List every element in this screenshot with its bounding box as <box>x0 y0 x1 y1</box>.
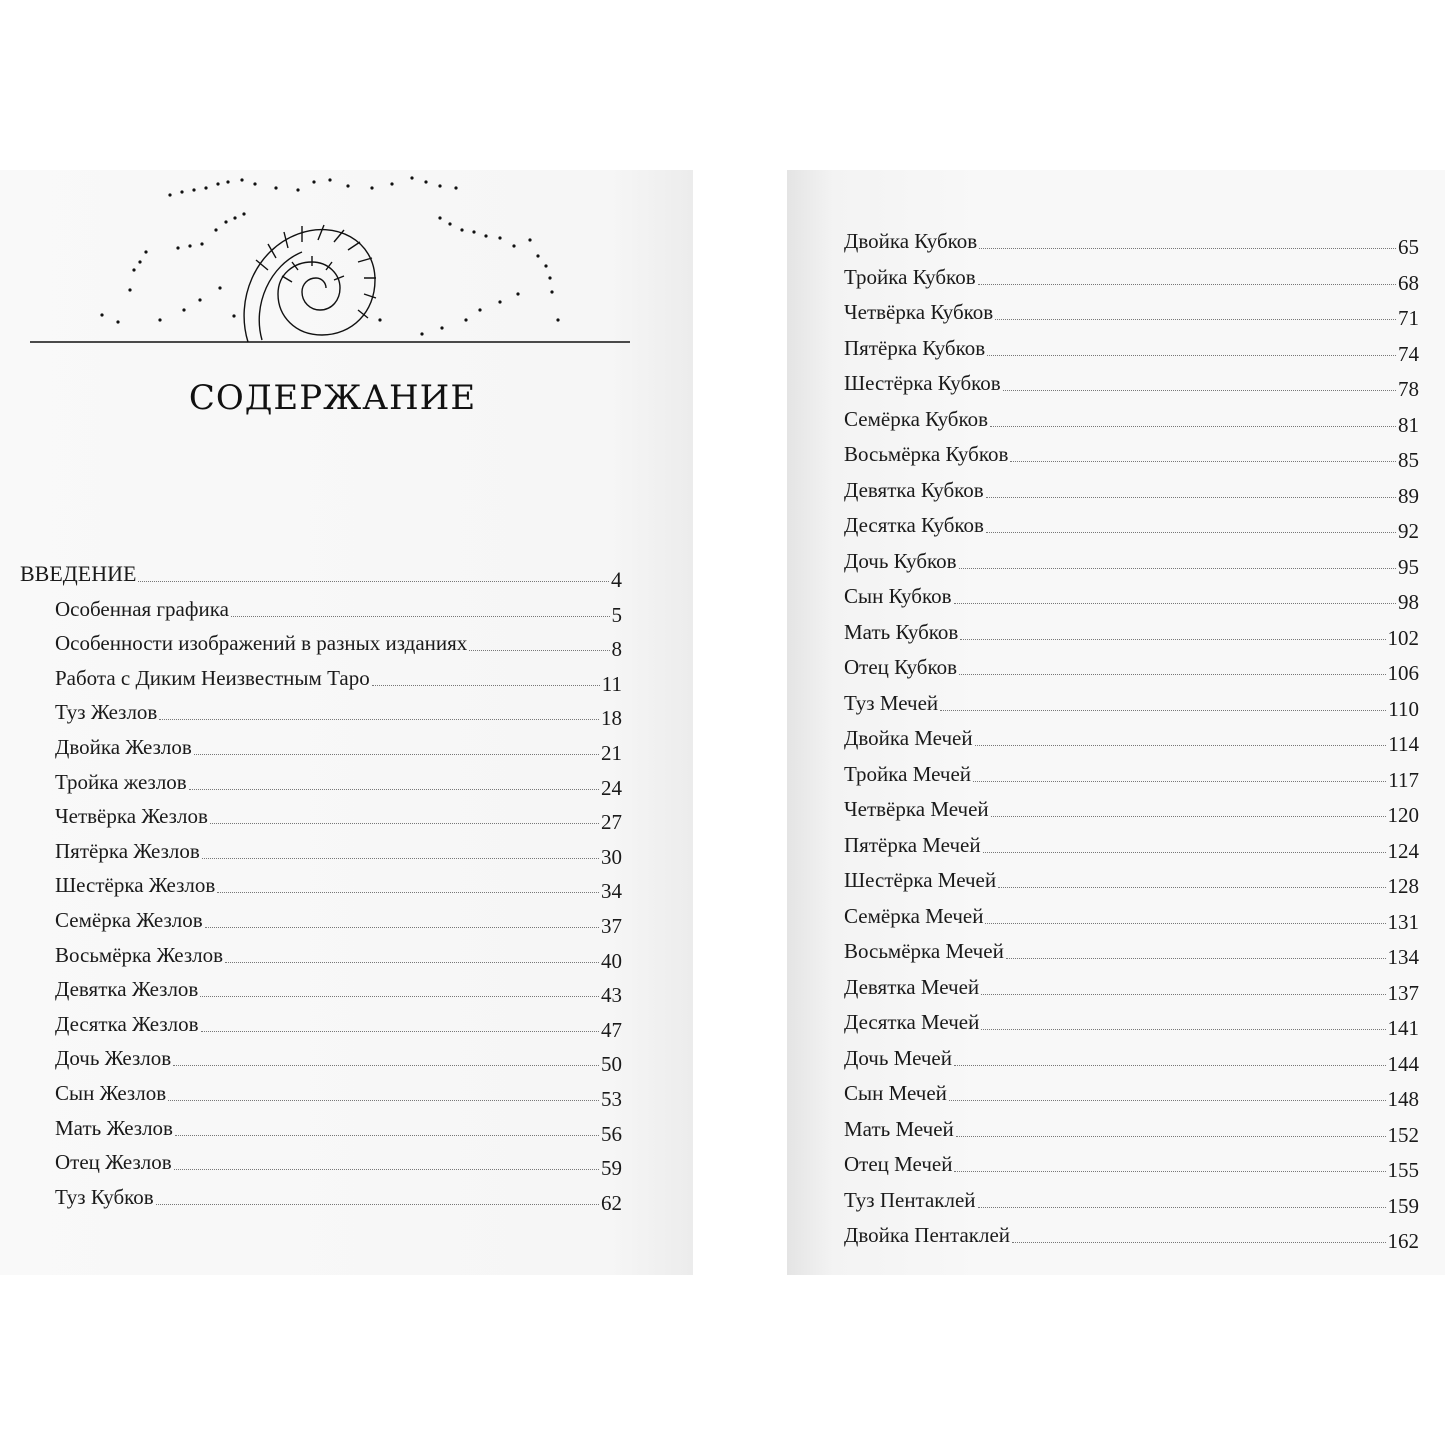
dot-leader <box>995 319 1396 320</box>
toc-entry <box>844 684 1419 721</box>
toc-entry-title: ВВЕДЕНИЕ <box>20 561 137 586</box>
toc-entry-title: Шестёрка Жезлов <box>55 873 216 898</box>
toc-entry-page: 62 <box>601 1190 622 1215</box>
toc-entry-page: 30 <box>601 844 622 869</box>
toc-entry-title: Девятка Мечей <box>844 974 980 999</box>
dot-leader <box>1012 1242 1385 1243</box>
toc-entry-page: 141 <box>1387 1016 1419 1040</box>
toc-entry <box>844 932 1419 969</box>
toc-entry-title: Мать Кубков <box>844 619 959 644</box>
toc-entry-title: Восьмёрка Мечей <box>844 939 1004 963</box>
toc-entry-title: Дочь Кубков <box>844 548 957 573</box>
toc-entry-title: Тройка жезлов <box>55 769 187 794</box>
toc-entry-title: Сын Кубков <box>844 584 952 608</box>
toc-entry-title: Десятка Мечей <box>844 1010 980 1034</box>
toc-entry <box>55 1005 622 1042</box>
dot-leader <box>954 603 1397 604</box>
toc-entry-title: Десятка Кубков <box>844 513 984 537</box>
dot-leader <box>991 816 1386 817</box>
dot-leader <box>978 1207 1386 1208</box>
toc-entry <box>844 755 1419 792</box>
toc-entry-title: Двойка Жезлов <box>55 735 192 759</box>
toc-entry <box>844 897 1419 934</box>
toc-entry-page: 47 <box>601 1017 622 1042</box>
toc-entry <box>844 400 1419 437</box>
toc-entry-title: Особенная графика <box>55 596 229 621</box>
toc-entry-page: 24 <box>601 775 622 800</box>
toc-entry-page: 11 <box>601 671 622 696</box>
dot-leader <box>202 858 599 859</box>
toc-entry <box>844 506 1419 543</box>
toc-entry-title: Туз Жезлов <box>55 700 158 725</box>
dot-leader <box>194 754 599 755</box>
toc-entry-page: 34 <box>601 879 622 904</box>
toc-entry <box>844 435 1419 472</box>
toc-entry-page: 144 <box>1387 1051 1419 1076</box>
toc-entry <box>844 968 1419 1005</box>
toc-entry-page: 50 <box>601 1052 622 1077</box>
toc-entry-title: Отец Мечей <box>844 1152 953 1176</box>
dot-leader <box>981 1029 1385 1030</box>
toc-entry-page: 137 <box>1387 980 1419 1005</box>
toc-entry-title: Пятёрка Жезлов <box>55 838 200 863</box>
toc-entry-page: 148 <box>1387 1087 1419 1111</box>
toc-entry-page: 155 <box>1387 1158 1419 1182</box>
toc-entry-title: Сын Жезлов <box>55 1081 167 1105</box>
toc-entry-title: Отец Кубков <box>844 655 958 679</box>
toc-entry <box>55 1178 622 1215</box>
dot-leader <box>956 1136 1386 1137</box>
toc-entry <box>55 1109 622 1146</box>
toc-entry-title: Двойка Мечей <box>844 726 973 750</box>
dot-leader <box>986 497 1396 498</box>
toc-entry-page: 43 <box>601 983 622 1008</box>
toc-entry-page: 92 <box>1398 519 1419 543</box>
dot-leader <box>201 1031 599 1032</box>
toc-entry-title: Восьмёрка Жезлов <box>55 942 224 967</box>
dot-leader <box>960 639 1385 640</box>
dot-leader <box>156 1204 599 1205</box>
dot-leader <box>210 823 599 824</box>
dot-leader <box>979 248 1396 249</box>
toc-entry <box>844 577 1419 614</box>
dot-leader <box>959 674 1385 675</box>
toc-entry-title: Мать Жезлов <box>55 1115 173 1140</box>
toc-entry <box>844 222 1419 259</box>
toc-entry-page: 4 <box>611 567 622 592</box>
dot-leader <box>173 1065 599 1066</box>
toc-entry <box>55 763 622 800</box>
toc-entry <box>844 613 1419 650</box>
toc-entry <box>844 542 1419 579</box>
toc-entry <box>844 1003 1419 1040</box>
dot-leader <box>987 355 1396 356</box>
dot-leader <box>981 994 1385 995</box>
toc-entry-title: Девятка Кубков <box>844 477 984 502</box>
toc-entry <box>844 1039 1419 1076</box>
toc-entry <box>844 364 1419 401</box>
toc-entry-title: Сын Мечей <box>844 1081 947 1105</box>
toc-entry <box>844 1216 1419 1253</box>
dot-leader <box>200 996 599 997</box>
toc-entry-page: 78 <box>1398 377 1419 401</box>
toc-entry-title: Двойка Кубков <box>844 229 978 253</box>
toc-entry <box>55 797 622 835</box>
toc-entry-page: 65 <box>1398 235 1419 259</box>
toc-entry-title: Двойка Пентаклей <box>844 1223 1011 1247</box>
toc-entry <box>844 648 1419 685</box>
toc-entry <box>844 826 1419 863</box>
toc-entry <box>844 1145 1419 1182</box>
dot-leader <box>1006 958 1386 959</box>
ammonite-shell-icon <box>30 170 630 360</box>
left-page <box>0 170 693 1275</box>
toc-entry <box>844 1181 1419 1218</box>
toc-entry-title: Семёрка Кубков <box>844 406 989 431</box>
toc-entry-page: 134 <box>1387 945 1419 969</box>
toc-entry-page: 162 <box>1387 1229 1419 1253</box>
toc-entry-page: 110 <box>1388 696 1419 721</box>
toc-entry-page: 85 <box>1398 448 1419 472</box>
toc-entry <box>844 471 1419 508</box>
toc-entry-page: 95 <box>1398 554 1419 579</box>
toc-entry-title: Тройка Кубков <box>844 264 976 289</box>
dot-leader <box>174 1169 599 1170</box>
toc-entry-page: 124 <box>1387 838 1419 863</box>
dot-leader <box>1010 461 1396 462</box>
toc-entry-title: Туз Мечей <box>844 690 939 715</box>
toc-entry-title: Туз Кубков <box>55 1184 154 1209</box>
toc-entry-title: Четвёрка Мечей <box>844 797 989 821</box>
dot-leader <box>954 1171 1385 1172</box>
toc-entry-page: 152 <box>1387 1122 1419 1147</box>
toc-entry-page: 71 <box>1398 306 1419 330</box>
dot-leader <box>986 532 1396 533</box>
toc-entry-page: 120 <box>1387 803 1419 827</box>
toc-entry-title: Девятка Жезлов <box>55 977 199 1002</box>
toc-entry <box>55 728 622 765</box>
dot-leader <box>998 887 1385 888</box>
toc-entry-page: 89 <box>1398 483 1419 508</box>
toc-entry <box>55 901 622 938</box>
dot-leader <box>469 650 609 651</box>
toc-entry-title: Пятёрка Кубков <box>844 335 986 360</box>
toc-entry <box>55 832 622 869</box>
toc-entry <box>55 1074 622 1111</box>
dot-leader <box>189 789 599 790</box>
toc-entry-page: 27 <box>601 810 622 835</box>
toc-entry <box>844 861 1419 898</box>
toc-entry-page: 117 <box>1388 767 1419 792</box>
toc-entry-page: 74 <box>1398 341 1419 366</box>
dot-leader <box>985 923 1385 924</box>
toc-entry-title: Шестёрка Кубков <box>844 371 1001 395</box>
dot-leader <box>231 616 610 617</box>
toc-entry <box>844 790 1419 827</box>
toc-entry-title: Особенности изображений в разных изданиях <box>55 631 468 656</box>
toc-entry <box>55 590 622 627</box>
toc-entry <box>844 293 1419 330</box>
toc-entry <box>55 970 622 1008</box>
toc-entry-title: Тройка Мечей <box>844 761 972 786</box>
toc-entry-page: 98 <box>1398 590 1419 614</box>
dot-leader <box>217 892 599 893</box>
toc-entry <box>55 1039 622 1077</box>
toc-entry-page: 159 <box>1387 1193 1419 1218</box>
page-title: СОДЕРЖАНИЕ <box>188 378 477 418</box>
toc-entry <box>55 1143 622 1181</box>
toc-entry <box>844 258 1419 295</box>
toc-entry-page: 40 <box>601 948 622 973</box>
dot-leader <box>940 710 1386 711</box>
toc-entry-title: Семёрка Мечей <box>844 903 984 928</box>
dot-leader <box>225 962 599 963</box>
toc-entry <box>55 866 622 904</box>
toc-entry-page: 59 <box>601 1156 622 1181</box>
toc-entry-title: Восьмёрка Кубков <box>844 442 1009 466</box>
dot-leader <box>138 581 609 582</box>
dot-leader <box>1003 390 1396 391</box>
dot-leader <box>975 745 1387 746</box>
dot-leader <box>978 284 1396 285</box>
dot-leader <box>954 1065 1386 1066</box>
toc-entry <box>844 329 1419 366</box>
toc-entry-page: 18 <box>601 706 622 731</box>
dot-leader <box>159 719 599 720</box>
toc-entry <box>55 936 622 973</box>
toc-entry-page: 53 <box>601 1087 622 1111</box>
toc-entry-page: 114 <box>1388 732 1419 756</box>
toc-entry-title: Семёрка Жезлов <box>55 908 203 932</box>
dot-leader <box>372 685 600 686</box>
dot-leader <box>205 927 599 928</box>
toc-entry-page: 21 <box>601 741 622 765</box>
right-page <box>787 170 1445 1275</box>
toc-entry-title: Работа с Диким Неизвестным Таро <box>55 665 370 690</box>
toc-entry-title: Дочь Жезлов <box>55 1046 172 1071</box>
dot-leader <box>990 426 1396 427</box>
toc-entry-title: Четвёрка Жезлов <box>55 804 208 829</box>
dot-leader <box>949 1100 1386 1101</box>
toc-entry-title: Отец Жезлов <box>55 1150 172 1175</box>
toc-entry-page: 68 <box>1398 270 1419 295</box>
toc-entry <box>844 1110 1419 1147</box>
toc-entry-page: 5 <box>611 602 622 627</box>
toc-entry <box>55 693 622 731</box>
toc-entry-page: 81 <box>1398 412 1419 437</box>
dot-leader <box>168 1100 599 1101</box>
toc-entry-page: 8 <box>611 637 622 662</box>
toc-entry <box>844 1074 1419 1111</box>
dot-leader <box>983 852 1386 853</box>
toc-entry-title: Дочь Мечей <box>844 1045 952 1070</box>
toc-entry <box>55 624 622 662</box>
toc-entry-page: 128 <box>1387 874 1419 898</box>
toc-entry <box>55 659 622 696</box>
toc-entry-title: Четвёрка Кубков <box>844 300 994 324</box>
dot-leader <box>175 1135 599 1136</box>
toc-entry <box>844 719 1419 756</box>
toc-entry-title: Туз Пентаклей <box>844 1187 976 1212</box>
toc-entry-page: 37 <box>601 914 622 938</box>
toc-entry <box>20 555 622 592</box>
toc-entry-page: 131 <box>1387 909 1419 934</box>
dot-leader <box>959 568 1396 569</box>
toc-entry-title: Мать Мечей <box>844 1116 954 1141</box>
toc-entry-title: Пятёрка Мечей <box>844 832 981 857</box>
toc-entry-page: 102 <box>1387 625 1419 650</box>
dot-leader <box>973 781 1386 782</box>
toc-entry-title: Шестёрка Мечей <box>844 868 997 892</box>
toc-entry-page: 106 <box>1387 661 1419 685</box>
toc-entry-title: Десятка Жезлов <box>55 1011 199 1036</box>
toc-entry-page: 56 <box>601 1121 622 1146</box>
